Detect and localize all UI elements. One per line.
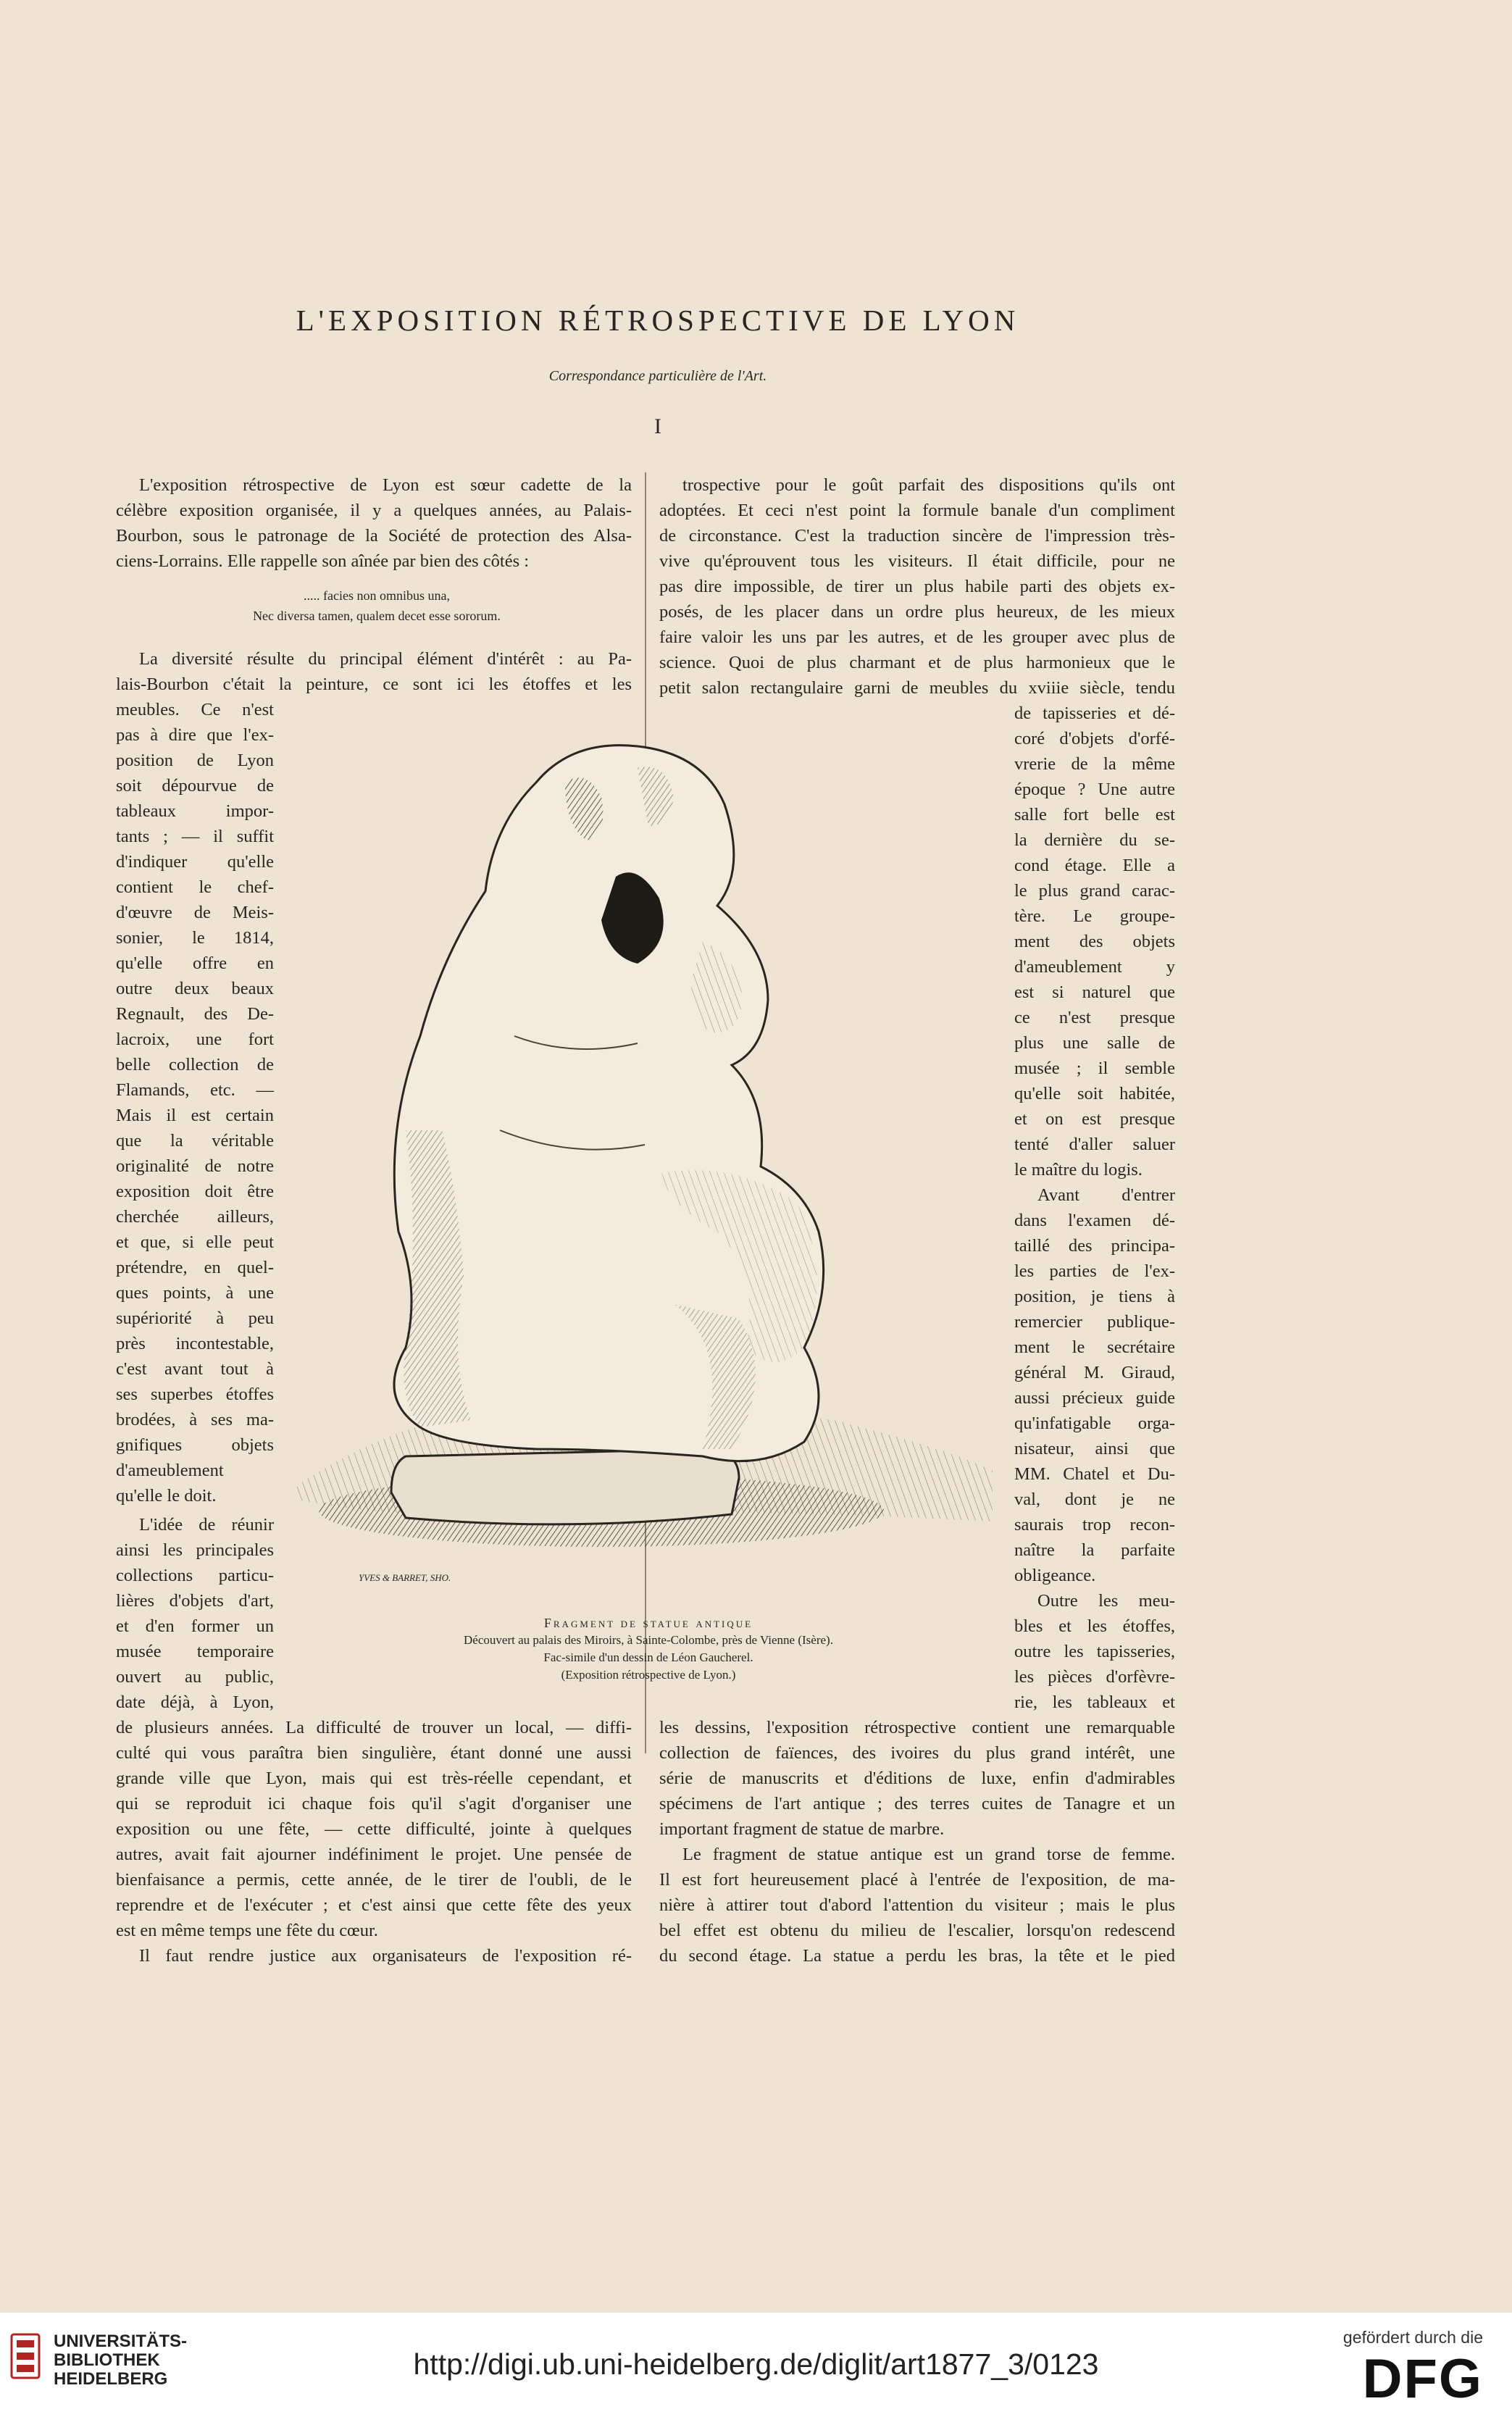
- source-url-link[interactable]: http://digi.ub.uni-heidelberg.de/diglit/art1877_3/0123: [413, 2347, 1099, 2381]
- left-para-2-narrow: [116, 697, 274, 1508]
- text-line: général M. Giraud,: [1014, 1363, 1175, 1382]
- text-line: ses superbes étoffes: [116, 1385, 274, 1404]
- caption-line: (Exposition rétrospective de Lyon.): [561, 1668, 736, 1682]
- text-line: supériorité à peu: [116, 1308, 274, 1328]
- library-line: BIBLIOTHEK: [54, 2350, 160, 2370]
- text-line: rie, les tableaux et: [1014, 1692, 1175, 1712]
- text-line: vrerie de la même: [1014, 754, 1175, 774]
- text-line: tère. Le groupe-: [1014, 906, 1175, 926]
- latin-quote: [116, 585, 638, 626]
- text-line: trospective pour le goût parfait des dispositions qu'ils ont: [682, 475, 1175, 495]
- text-line: sonier, le 1814,: [116, 928, 274, 948]
- text-line: outre deux beaux: [116, 979, 274, 998]
- right-para-2-narrow: [1014, 1182, 1175, 1588]
- text-line: et d'en former un: [116, 1616, 274, 1636]
- engraver-signature: YVES & BARRET, SHO.: [359, 1572, 451, 1583]
- right-para-4: [659, 1842, 1175, 1969]
- text-line: cond étage. Elle a: [1014, 856, 1175, 875]
- text-line: de plusieurs années. La difficulté de trouver un local, — diffi-: [116, 1718, 632, 1737]
- text-line: exposition ou une fête, — cette difficulté, jointe à quelques: [116, 1819, 632, 1839]
- text-line: Il faut rendre justice aux organisateurs de l'exposition ré-: [139, 1946, 632, 1966]
- text-line: L'exposition rétrospective de Lyon est sœur cadette de la: [139, 475, 632, 495]
- text-line: ouvert au public,: [116, 1667, 274, 1687]
- text-line: ment le secrétaire: [1014, 1337, 1175, 1357]
- text-line: ainsi les principales: [116, 1540, 274, 1560]
- text-line: tants ; — il suffit: [116, 827, 274, 846]
- text-line: obligeance.: [1014, 1566, 1096, 1585]
- right-para-3-full: [659, 1715, 1175, 1842]
- text-line: L'idée de réunir: [139, 1515, 274, 1535]
- text-line: d'œuvre de Meis-: [116, 903, 274, 922]
- text-line: belle collection de: [116, 1055, 274, 1074]
- text-line: dans l'examen dé-: [1014, 1211, 1175, 1230]
- text-line: important fragment de statue de marbre.: [659, 1819, 945, 1839]
- left-para-4: [116, 1943, 632, 1969]
- text-line: grande ville que Lyon, mais qui est très-réelle cependant, et: [116, 1769, 632, 1788]
- text-line: posés, de les placer dans un ordre plus heureux, de les mieux: [659, 602, 1175, 622]
- quote-line: Nec diversa tamen, qualem decet esse sororum.: [253, 609, 501, 623]
- text-line: les pièces d'orfèvre-: [1014, 1667, 1175, 1687]
- text-line: salle fort belle est: [1014, 805, 1175, 825]
- text-line: de circonstance. C'est la traduction sincère de l'impression très-: [659, 526, 1175, 546]
- text-line: les parties de l'ex-: [1014, 1261, 1175, 1281]
- text-line: lais-Bourbon c'était la peinture, ce sont ici les étoffes et les: [116, 675, 632, 694]
- text-line: Avant d'entrer: [1037, 1185, 1175, 1205]
- text-line: aussi précieux guide: [1014, 1388, 1175, 1408]
- text-line: est si naturel que: [1014, 982, 1175, 1002]
- text-line: tableaux impor-: [116, 801, 274, 821]
- library-line: UNIVERSITÄTS-: [54, 2332, 188, 2351]
- text-line: meubles. Ce n'est: [116, 700, 274, 719]
- text-line: spécimens de l'art antique ; des terres cuites de Tanagre et un: [659, 1794, 1175, 1813]
- text-line: Regnault, des De-: [116, 1004, 274, 1024]
- text-line: adoptées. Et ceci n'est point la formule banale d'un compliment: [659, 501, 1175, 520]
- right-para-1-narrow: [1014, 701, 1175, 1182]
- text-line: d'indiquer qu'elle: [116, 852, 274, 872]
- text-line: Outre les meu-: [1037, 1591, 1175, 1611]
- text-line: plus une salle de: [1014, 1033, 1175, 1053]
- text-line: lières d'objets d'art,: [116, 1591, 274, 1611]
- library-line: HEIDELBERG: [54, 2369, 168, 2389]
- text-line: près incontestable,: [116, 1334, 274, 1353]
- text-line: qu'infatigable orga-: [1014, 1414, 1175, 1433]
- text-line: prétendre, en quel-: [116, 1258, 274, 1277]
- text-line: exposition doit être: [116, 1182, 274, 1201]
- text-line: qui se reproduit ici chaque fois qu'il s'agit d'organiser une: [116, 1794, 632, 1813]
- text-line: coré d'objets d'orfé-: [1014, 729, 1175, 748]
- text-line: tenté d'aller saluer: [1014, 1135, 1175, 1154]
- caption-title: Fragment de statue antique: [543, 1616, 753, 1630]
- text-line: la dernière du se-: [1014, 830, 1175, 850]
- text-line: Flamands, etc. —: [116, 1080, 274, 1100]
- text-line: pas dire impossible, de tirer un plus habile parti des objets ex-: [659, 577, 1175, 596]
- text-line: brodées, à ses ma-: [116, 1410, 274, 1429]
- text-line: ment des objets: [1014, 932, 1175, 951]
- text-line: Le fragment de statue antique est un grand torse de femme.: [682, 1845, 1175, 1864]
- text-line: originalité de notre: [116, 1156, 274, 1176]
- text-line: nière à attirer tout d'abord l'attention du visiteur ; mais le plus: [659, 1895, 1175, 1915]
- text-line: Mais il est certain: [116, 1106, 274, 1125]
- text-line: que la véritable: [116, 1131, 274, 1151]
- section-number: I: [654, 414, 661, 438]
- text-line: val, dont je ne: [1014, 1490, 1175, 1509]
- text-line: musée temporaire: [116, 1642, 274, 1661]
- text-line: taillé des principa-: [1014, 1236, 1175, 1256]
- funder-note: gefördert durch die: [1342, 2328, 1483, 2347]
- text-line: ciens-Lorrains. Elle rappelle son aînée par bien des côtés :: [116, 551, 530, 571]
- text-line: naître la parfaite: [1014, 1540, 1175, 1560]
- text-line: ques points, à une: [116, 1283, 274, 1303]
- text-line: autres, avait fait ajourner indéfiniment le projet. Une pensée de: [116, 1845, 632, 1864]
- text-line: c'est avant tout à: [116, 1359, 274, 1379]
- text-line: qu'elle soit habitée,: [1014, 1084, 1175, 1103]
- text-line: contient le chef-: [116, 877, 274, 897]
- text-line: série de manuscrits et d'éditions de luxe, enfin d'admirables: [659, 1769, 1175, 1788]
- right-para-1-full: [659, 472, 1175, 701]
- statue-engraving: [297, 725, 993, 1579]
- left-para-3-full: [116, 1715, 632, 1943]
- caption-line: Fac-simile d'un dessin de Léon Gaucherel.: [543, 1650, 753, 1664]
- text-line: date déjà, à Lyon,: [116, 1692, 274, 1712]
- caption-line: Découvert au palais des Miroirs, à Sainte-Colombe, près de Vienne (Isère).: [464, 1633, 833, 1647]
- text-line: qu'elle le doit.: [116, 1486, 217, 1506]
- text-line: reprendre et de l'exécuter ; et c'est ainsi que cette fête des yeux: [116, 1895, 632, 1915]
- text-line: Il est fort heureusement placé à l'entrée de l'exposition, de ma-: [659, 1870, 1175, 1890]
- text-line: célèbre exposition organisée, il y a quelques années, au Palais-: [116, 501, 632, 520]
- text-line: petit salon rectangulaire garni de meubles du xviiie siècle, tendu: [659, 678, 1175, 698]
- quote-line: ..... facies non omnibus una,: [304, 588, 450, 603]
- text-line: outre les tapisseries,: [1014, 1642, 1175, 1661]
- article-subtitle: Correspondance particulière de l'Art.: [548, 368, 767, 384]
- article-title: L'EXPOSITION RÉTROSPECTIVE DE LYON: [296, 304, 1020, 337]
- text-line: est en même temps une fête du cœur.: [116, 1921, 378, 1940]
- text-line: bles et les étoffes,: [1014, 1616, 1175, 1636]
- text-line: position de Lyon: [116, 751, 274, 770]
- text-line: qu'elle offre en: [116, 953, 274, 973]
- dfg-logo: DFG: [1362, 2348, 1483, 2410]
- text-line: faire valoir les uns par les autres, et de les grouper avec plus de: [659, 627, 1175, 647]
- text-line: et que, si elle peut: [116, 1232, 274, 1252]
- text-line: bienfaisance a permis, cette année, de le tirer de l'oubli, de le: [116, 1870, 632, 1890]
- text-line: et on est presque: [1014, 1109, 1175, 1129]
- text-line: position, je tiens à: [1014, 1287, 1175, 1306]
- text-line: MM. Chatel et Du-: [1014, 1464, 1175, 1484]
- text-line: gnifiques objets: [116, 1435, 274, 1455]
- text-line: soit dépourvue de: [116, 776, 274, 796]
- text-line: science. Quoi de plus charmant et de plus harmonieux que le: [659, 653, 1175, 672]
- text-line: musée ; il semble: [1014, 1059, 1175, 1078]
- text-line: les dessins, l'exposition rétrospective contient une remarquable: [659, 1718, 1175, 1737]
- text-line: pas à dire que l'ex-: [116, 725, 274, 745]
- text-line: Bourbon, sous le patronage de la Société de protection des Alsa-: [116, 526, 632, 546]
- text-line: nisateur, ainsi que: [1014, 1439, 1175, 1458]
- left-para-3-narrow: [116, 1512, 274, 1715]
- text-line: saurais trop recon-: [1014, 1515, 1175, 1535]
- left-para-1: [116, 472, 632, 574]
- text-line: le plus grand carac-: [1014, 881, 1175, 901]
- text-line: collections particu-: [116, 1566, 274, 1585]
- text-line: du second étage. La statue a perdu les bras, la tête et le pied: [659, 1946, 1175, 1966]
- text-line: lacroix, une fort: [116, 1030, 274, 1049]
- text-line: collection de faïences, des ivoires du plus grand intérêt, une: [659, 1743, 1175, 1763]
- text-line: d'ameublement y: [1014, 957, 1175, 977]
- left-para-2-full: [116, 646, 632, 697]
- text-line: La diversité résulte du principal élément d'intérêt : au Pa-: [139, 649, 632, 669]
- text-line: d'ameublement: [116, 1461, 224, 1480]
- text-line: remercier publique-: [1014, 1312, 1175, 1332]
- text-line: vive qu'éprouvent tous les visiteurs. Il était difficile, pour ne: [659, 551, 1175, 571]
- text-line: ce n'est presque: [1014, 1008, 1175, 1027]
- text-line: cherchée ailleurs,: [116, 1207, 274, 1227]
- text-line: bel effet est obtenu du milieu de l'escalier, lorsqu'on redescend: [659, 1921, 1175, 1940]
- text-line: culté qui vous paraîtra bien singulière, étant donné une aussi: [116, 1743, 632, 1763]
- text-line: époque ? Une autre: [1014, 780, 1175, 799]
- right-para-3-narrow: [1014, 1588, 1175, 1715]
- text-line: le maître du logis.: [1014, 1160, 1143, 1180]
- figure-caption: [330, 1614, 967, 1684]
- text-line: de tapisseries et dé-: [1014, 704, 1175, 723]
